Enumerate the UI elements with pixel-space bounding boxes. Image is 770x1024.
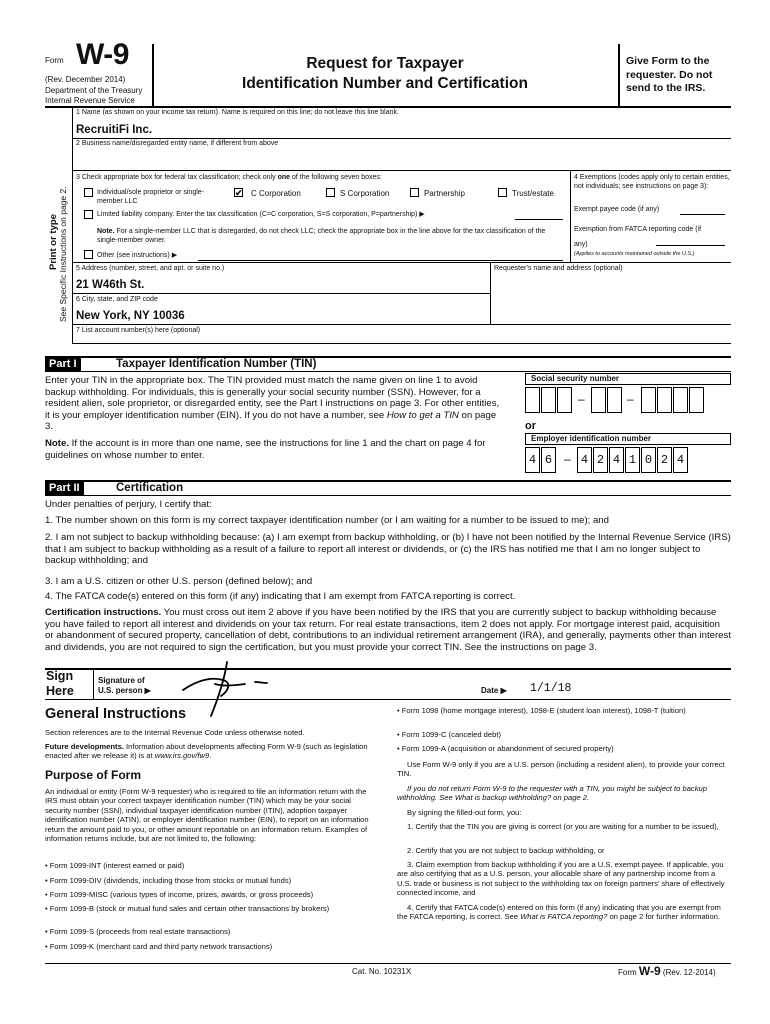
- ssn-label: Social security number: [531, 374, 620, 383]
- part2-title: Certification: [116, 482, 184, 494]
- llc-checkbox[interactable]: [84, 210, 93, 219]
- form-label: Form: [45, 56, 64, 65]
- irs-label: Internal Revenue Service: [45, 96, 135, 105]
- ein-dash: –: [564, 452, 571, 466]
- line5-label: 5 Address (number, street, and apt. or suite no.): [76, 265, 225, 272]
- s-corporation-label: S Corporation: [340, 189, 390, 198]
- line5-address-field[interactable]: 21 W46th St.: [76, 279, 145, 291]
- partnership-checkbox[interactable]: [410, 188, 419, 197]
- ssn-digit-7[interactable]: [657, 387, 672, 413]
- signature-label-1: Signature of: [98, 676, 145, 685]
- line4-label: 4 Exemptions (codes apply only to certain entities, not individuals; see instructions on page 3):: [574, 174, 730, 190]
- trust-estate-label: Trust/estate: [512, 189, 554, 198]
- if-not-text: If you do not return Form W-9 to the requester with a TIN, you might be subject to backup withholding. See What is backup withholding? on page 2.: [397, 784, 707, 803]
- certification-item-2: 2. I am not subject to backup withholding because: (a) I am exempt from backup withholding, or (b) I have not been notified by the Internal Revenue Service (IRS) that I am subject to backup withholding as a result of a failure to report all interest or dividends, or (c) the IRS has notified me that I am no longer subject to backup withholding; and: [45, 532, 731, 567]
- certification-item-1: 1. The number shown on this form is my correct taxpayer identification number (or I am waiting for a number to be issued to me); and: [45, 515, 609, 526]
- exempt-payee-field[interactable]: [680, 214, 725, 215]
- llc-note: Note. For a single-member LLC that is disregarded, do not check LLC; check the appropriate box in the line above for the tax classification of the single-member owner.: [97, 228, 546, 244]
- ssn-digit-5[interactable]: [607, 387, 622, 413]
- signature-scribble[interactable]: [175, 656, 285, 722]
- side-label-instructions: See Specific Instructions on page 2.: [58, 186, 68, 322]
- line1-label: 1 Name (as shown on your income tax return). Name is required on this line; do not leave this line blank.: [76, 109, 399, 116]
- fatca-label: Exemption from FATCA reporting code (if any): [574, 226, 702, 248]
- ssn-digit-4[interactable]: [591, 387, 606, 413]
- ein-digit-1[interactable]: 4: [525, 447, 540, 473]
- certify-r2: 2. Certify that you are not subject to backup withholding, or: [407, 846, 605, 855]
- partnership-label: Partnership: [424, 189, 465, 198]
- part1-title: Taxpayer Identification Number (TIN): [116, 358, 317, 370]
- ssn-digit-1[interactable]: [525, 387, 540, 413]
- requester-label: Requester’s name and address (optional): [494, 265, 623, 272]
- bullet-right-3: • Form 1099-A (acquisition or abandonment of secured property): [397, 744, 614, 753]
- bullet-left-2: • Form 1099-DIV (dividends, including those from stocks or mutual funds): [45, 876, 292, 885]
- date-field[interactable]: 1/1/18: [530, 682, 572, 695]
- future-developments: Future developments. Information about developments affecting Form W-9 (such as legislation enacted after we release it) is at www.irs.gov/fw9.: [45, 742, 368, 761]
- date-label: Date ▶: [481, 686, 507, 695]
- side-label-print: Print or type: [48, 214, 59, 270]
- by-signing-text: By signing the filled-out form, you:: [407, 808, 522, 817]
- catalog-number: Cat. No. 10231X: [352, 967, 412, 976]
- line6-label: 6 City, state, and ZIP code: [76, 296, 158, 303]
- other-field[interactable]: [198, 260, 563, 261]
- fatca-applies-note: (Applies to accounts maintained outside the U.S.): [574, 251, 695, 257]
- ein-digit-2[interactable]: 6: [541, 447, 556, 473]
- line1-name-field[interactable]: RecruitiFi Inc.: [76, 124, 153, 136]
- form-title-line2: Identification Number and Certification: [242, 75, 528, 92]
- exempt-payee-label: Exempt payee code (if any): [574, 206, 660, 213]
- ein-digit-3[interactable]: 4: [577, 447, 592, 473]
- use-text: Use Form W-9 only if you are a U.S. person (including a resident alien), to provide your correct TIN.: [397, 760, 725, 779]
- department-label: Department of the Treasury: [45, 86, 143, 95]
- certification-instructions: Certification instructions. You must cross out item 2 above if you have been notified by the IRS that you are currently subject to backup withholding because you have failed to report all interest and dividends on your tax return. For real estate transactions, item 2 does not apply. For mortgage interest paid, acquisition or abandonment of secured property, cancellation of debt, contributions to an individual retirement arrangement (IRA), and generally, payments other than interest and dividends, you are not required to sign the certification, but you must provide your correct TIN. See the instructions on page 3.: [45, 607, 731, 653]
- line7-label: 7 List account number(s) here (optional): [76, 327, 201, 334]
- c-corporation-label: C Corporation: [251, 189, 301, 198]
- bullet-left-6: • Form 1099-K (merchant card and third party network transactions): [45, 942, 273, 951]
- part2-tag: Part II: [45, 481, 84, 495]
- part1-tag: Part I: [45, 357, 81, 371]
- form-number: W-9: [76, 38, 129, 71]
- ein-digit-6[interactable]: 1: [625, 447, 640, 473]
- bullet-left-1: • Form 1099-INT (interest earned or paid): [45, 861, 185, 870]
- ssn-digit-3[interactable]: [557, 387, 572, 413]
- bullet-left-5: • Form 1099-S (proceeds from real estate transactions): [45, 927, 231, 936]
- give-form-note: Give Form to the requester. Do not send to the IRS.: [626, 55, 713, 94]
- certification-item-3: 3. I am a U.S. citizen or other U.S. person (defined below); and: [45, 576, 313, 587]
- certify-r4: 4. Certify that FATCA code(s) entered on this form (if any) indicating that you are exempt from the FATCA reporting, is correct. See What is FATCA reporting? on page 2 for further information.: [397, 903, 721, 922]
- line7-account-field[interactable]: [72, 343, 731, 344]
- ssn-dash-1: –: [578, 392, 585, 406]
- purpose-text: An individual or entity (Form W-9 requester) who is required to file an information return with the IRS must obtain your correct taxpayer identification number (TIN) which may be your social security number (SSN), individual taxpayer identification number (ITIN), adoption taxpayer identification number (ATIN), or employer identification number (EIN), to report on an information return the amount paid to you, or other amount reportable on an information return. Examples of information returns include, but are not limited to, the following:: [45, 787, 369, 844]
- ein-digit-8[interactable]: 2: [657, 447, 672, 473]
- llc-label: Limited liability company. Enter the tax classification (C=C corporation, S=S corporation, P=partnership) ▶: [97, 211, 425, 218]
- individual-label: Individual/sole proprietor or single-member LLC: [97, 189, 204, 205]
- line3-label: 3 Check appropriate box for federal tax classification; check only one of the following seven boxes:: [76, 174, 382, 181]
- ssn-digit-9[interactable]: [689, 387, 704, 413]
- footer-form-id: Form W-9 (Rev. 12-2014): [618, 964, 716, 978]
- ein-digit-7[interactable]: 0: [641, 447, 656, 473]
- s-corporation-checkbox[interactable]: [326, 188, 335, 197]
- form-title-line1: Request for Taxpayer: [306, 55, 464, 72]
- bullet-right-1: • Form 1098 (home mortgage interest), 1098-E (student loan interest), 1098-T (tuition): [397, 706, 686, 715]
- or-label: or: [525, 420, 536, 432]
- ssn-digit-6[interactable]: [641, 387, 656, 413]
- bullet-right-2: • Form 1099-C (canceled debt): [397, 730, 501, 739]
- purpose-title: Purpose of Form: [45, 768, 142, 782]
- individual-checkbox[interactable]: [84, 188, 93, 197]
- other-label: Other (see instructions) ▶: [97, 252, 178, 259]
- ein-label: Employer identification number: [531, 434, 652, 443]
- general-instructions-title: General Instructions: [45, 706, 187, 722]
- signature-label-2: U.S. person ▶: [98, 686, 151, 695]
- here-label: Here: [46, 684, 74, 698]
- trust-estate-checkbox[interactable]: [498, 188, 507, 197]
- fatca-code-field[interactable]: [656, 245, 725, 246]
- part1-instructions: Enter your TIN in the appropriate box. The TIN provided must match the name given on line 1 to avoid backup withholding. For individuals, this is generally your social security number (SSN). However, for a resident alien, sole proprietor, or disregarded entity, see the Part I instructions on page 3. For other entities, it is your employer identification number (EIN). If you do not have a number, see How to get a TIN on page 3.: [45, 375, 500, 433]
- certify-r1: 1. Certify that the TIN you are giving is correct (or you are waiting for a number to be issued),: [407, 822, 719, 831]
- form-revision: (Rev. December 2014): [45, 75, 126, 84]
- certify-r3: 3. Claim exemption from backup withholding if you are a U.S. exempt payee. If applicable, you are also certifying that as a U.S. person, your allocable share of any partnership income from a U.S. trade or business is not subject to the withholding tax on foreign partners’ share of effectively connected income, and: [397, 860, 725, 898]
- ssn-dash-2: –: [627, 392, 634, 406]
- ein-digit-9[interactable]: 4: [673, 447, 688, 473]
- certification-item-4: 4. The FATCA code(s) entered on this form (if any) indicating that I am exempt from FATCA reporting is correct.: [45, 591, 516, 602]
- part1-note: Note. If the account is in more than one name, see the instructions for line 1 and the chart on page 4 for guidelines on whose number to enter.: [45, 438, 486, 461]
- ssn-digit-8[interactable]: [673, 387, 688, 413]
- llc-classification-field[interactable]: [515, 219, 563, 220]
- bullet-left-3: • Form 1099-MISC (various types of income, prizes, awards, or gross proceeds): [45, 890, 314, 899]
- certification-intro: Under penalties of perjury, I certify that:: [45, 499, 212, 510]
- line6-city-field[interactable]: New York, NY 10036: [76, 310, 185, 322]
- ein-digit-5[interactable]: 4: [609, 447, 624, 473]
- general-p1: Section references are to the Internal Revenue Code unless otherwise noted.: [45, 728, 305, 737]
- c-corporation-checkbox[interactable]: ✔: [235, 188, 243, 198]
- ssn-digit-2[interactable]: [541, 387, 556, 413]
- bullet-left-4: • Form 1099-B (stock or mutual fund sales and certain other transactions by brokers): [45, 904, 330, 913]
- line2-label: 2 Business name/disregarded entity name, if different from above: [76, 140, 279, 147]
- sign-label: Sign: [46, 669, 74, 683]
- ein-digit-4[interactable]: 2: [593, 447, 608, 473]
- other-checkbox[interactable]: [84, 250, 93, 259]
